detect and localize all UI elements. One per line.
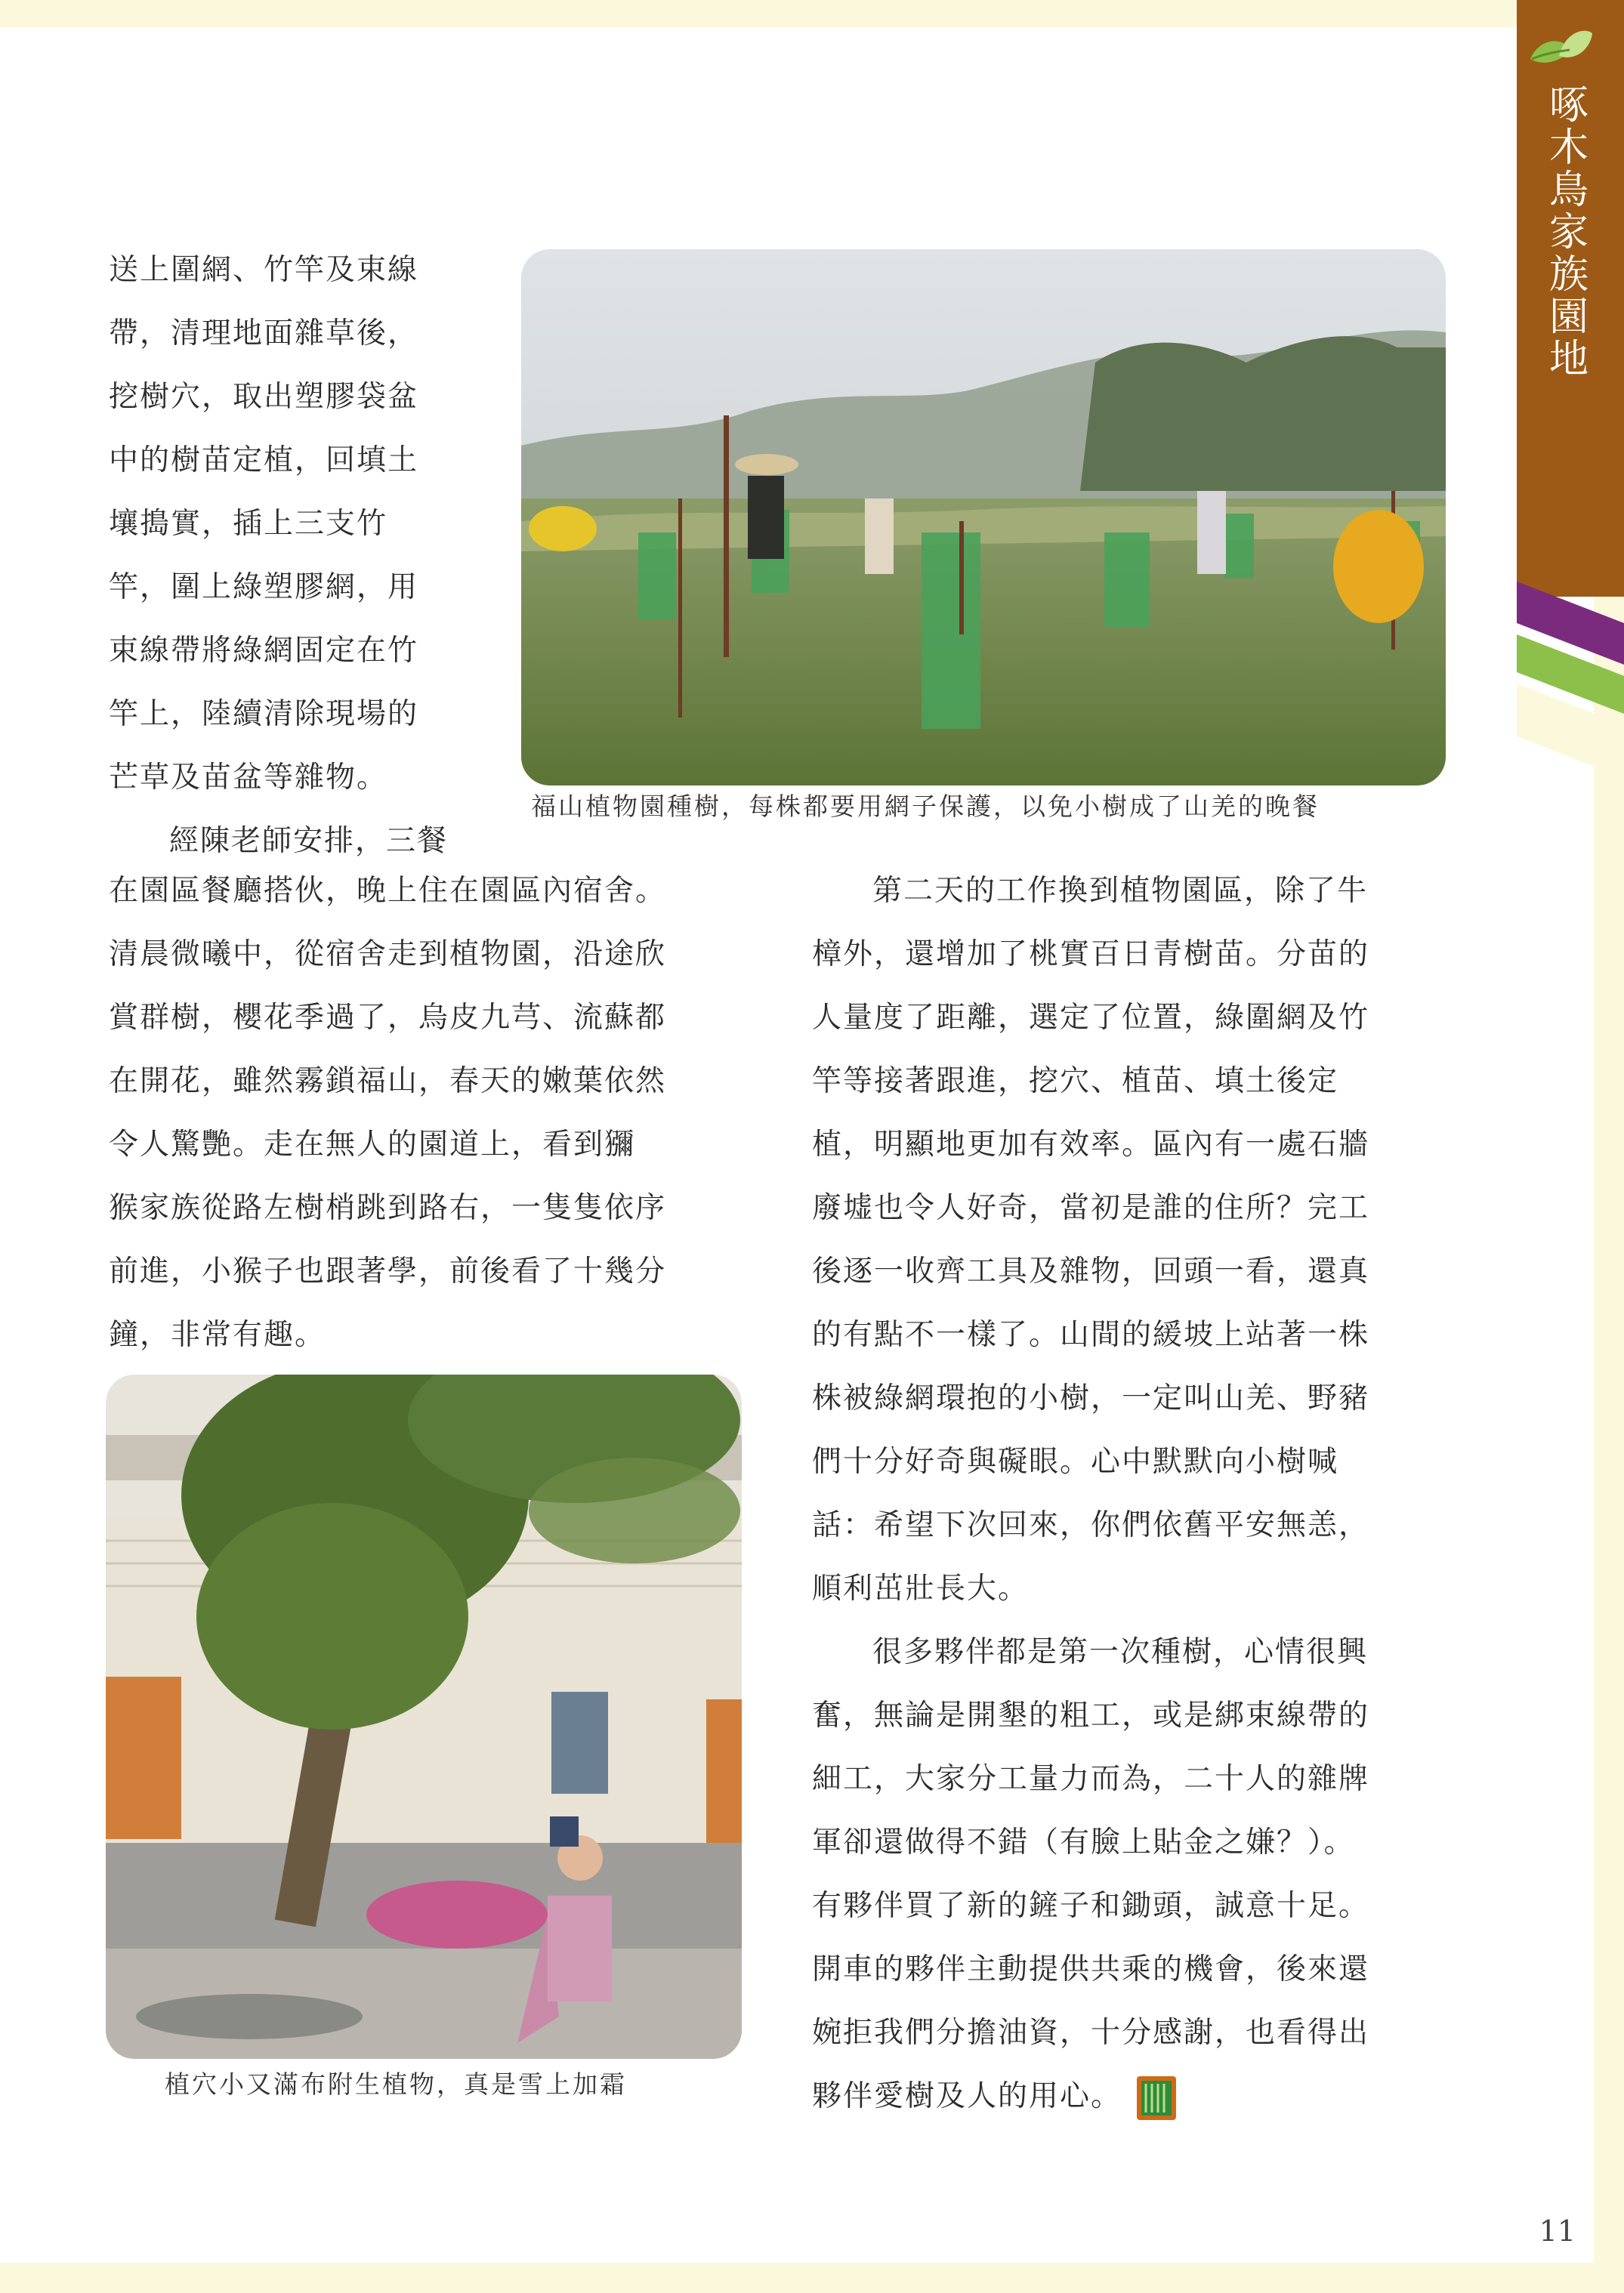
text-line: 話：希望下次回來，你們依舊平安無恙，	[812, 1508, 1370, 1542]
bottom-photo-caption: 植穴小又滿布附生植物，真是雪上加霜	[165, 2069, 627, 2099]
text-line: 開車的夥伴主動提供共乘的機會，後來還	[812, 1952, 1370, 1986]
text-line: 在園區餐廳搭伙，晚上住在園區內宿舍。	[109, 874, 667, 908]
text-line-last	[812, 2065, 1454, 2128]
section-title-char: 家	[1548, 210, 1590, 255]
text-line: 鐘，非常有趣。	[109, 1318, 326, 1352]
text-line: 後逐一收齊工具及雜物，回頭一看，還真	[812, 1255, 1370, 1288]
text-line: 送上圍網、竹竿及束線	[109, 253, 419, 287]
text-line: 第二天的工作換到植物園區，除了牛	[872, 874, 1369, 908]
text-line: 芒草及苗盆等雜物。	[109, 761, 388, 795]
text-line: 奮，無論是開墾的粗工，或是綁束線帶的	[812, 1699, 1370, 1733]
text-line: 帶，清理地面雜草後，	[109, 316, 419, 350]
text-line: 細工，大家分工量力而為，二十人的雜牌	[812, 1762, 1370, 1796]
section-title-char: 地	[1548, 337, 1590, 382]
tree-planting-photo	[521, 249, 1446, 785]
text-line: 前進，小猴子也跟著學，前後看了十幾分	[109, 1255, 667, 1288]
end-mark-icon	[1137, 2076, 1176, 2120]
section-title-char: 木	[1548, 125, 1590, 171]
text-line: 株被綠網環抱的小樹，一定叫山羌、野豬	[812, 1381, 1370, 1415]
tree-and-photographer-photo	[106, 1375, 742, 2059]
page-number: 11	[1539, 2214, 1576, 2248]
text-line: 竿上，陸續清除現場的	[109, 697, 419, 731]
section-title-char: 啄	[1548, 83, 1590, 128]
text-line: 夥伴愛樹及人的用心。	[812, 2079, 1122, 2113]
text-line: 中的樹苗定植，回填土	[109, 443, 419, 477]
section-title-char: 鳥	[1548, 168, 1590, 213]
text-line: 清晨微曦中，從宿舍走到植物園，沿途欣	[109, 937, 667, 971]
text-line: 令人驚艷。走在無人的園道上，看到獼	[109, 1128, 636, 1162]
section-title-char: 族	[1548, 252, 1590, 298]
text-line: 壤搗實，插上三支竹	[109, 507, 388, 541]
text-line: 植，明顯地更加有效率。區內有一處石牆	[812, 1128, 1370, 1162]
text-line: 束線帶將綠網固定在竹	[109, 634, 419, 668]
text-line: 樟外，還增加了桃實百日青樹苗。分苗的	[812, 937, 1370, 971]
text-line: 猴家族從路左樹梢跳到路右，一隻隻依序	[109, 1191, 667, 1225]
text-line: 賞群樹，櫻花季過了，烏皮九芎、流蘇都	[109, 1001, 667, 1035]
text-line: 竿，圍上綠塑膠網，用	[109, 570, 419, 604]
section-tab-stripes	[1517, 582, 1624, 778]
text-line: 經陳老師安排，三餐	[169, 824, 449, 858]
text-line: 竿等接著跟進，挖穴、植苗、填土後定	[812, 1064, 1339, 1098]
text-line: 婉拒我們分擔油資，十分感謝，也看得出	[812, 2016, 1370, 2050]
leaf-icon	[1524, 23, 1594, 76]
text-line: 的有點不一樣了。山間的緩坡上站著一株	[812, 1318, 1370, 1352]
text-line: 廢墟也令人好奇，當初是誰的住所？完工	[812, 1191, 1370, 1225]
section-title-char: 園	[1548, 295, 1590, 340]
text-line: 有夥伴買了新的鏟子和鋤頭，誠意十足。	[812, 1889, 1370, 1923]
text-line: 順利茁壯長大。	[812, 1572, 1030, 1606]
left-narrow-column	[109, 239, 482, 873]
text-line: 們十分好奇與礙眼。心中默默向小樹喊	[812, 1445, 1339, 1479]
left-wide-column	[109, 859, 743, 1367]
right-column	[812, 859, 1454, 2128]
text-line: 挖樹穴，取出塑膠袋盆	[109, 380, 419, 414]
section-title	[1545, 85, 1594, 381]
text-line: 在開花，雖然霧鎖福山，春天的嫩葉依然	[109, 1064, 667, 1098]
top-photo-caption: 福山植物園種樹，每株都要用網子保護，以免小樹成了山羌的晚餐	[531, 792, 1320, 821]
text-line: 人量度了距離，選定了位置，綠圍網及竹	[812, 1001, 1370, 1035]
text-line: 很多夥伴都是第一次種樹，心情很興	[872, 1635, 1369, 1669]
text-line: 軍卻還做得不錯（有臉上貼金之嫌？）。	[812, 1825, 1355, 1859]
